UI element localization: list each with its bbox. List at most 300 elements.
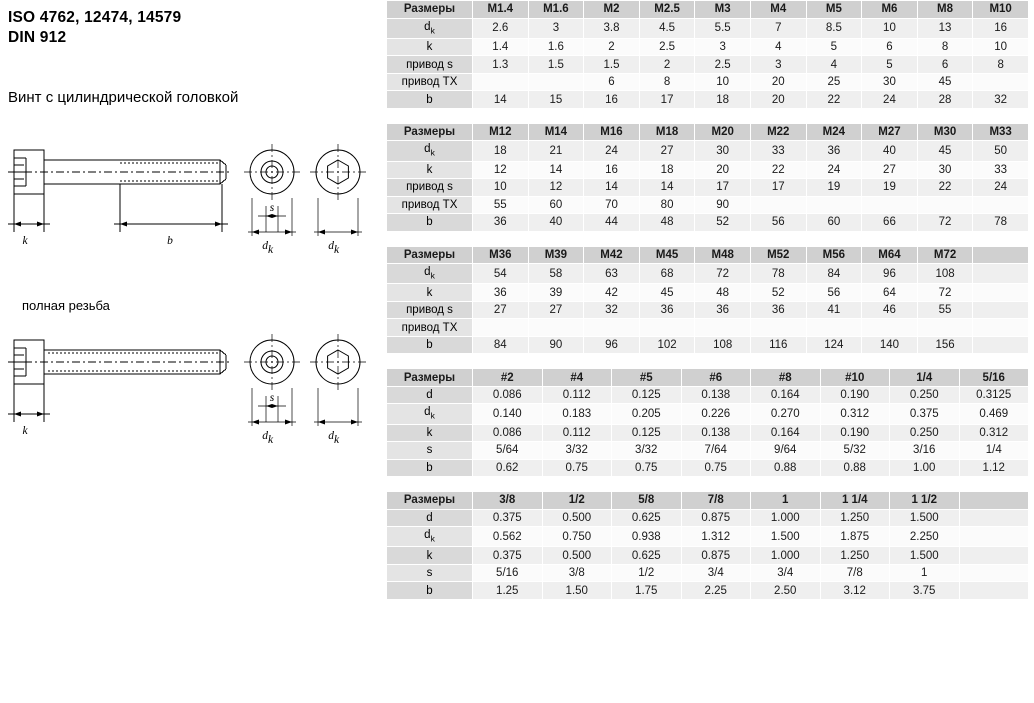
table-cell: 45 xyxy=(917,141,973,161)
table-cell xyxy=(528,73,584,91)
table-row xyxy=(387,386,1029,404)
table-cell: 7/8 xyxy=(820,564,890,582)
table-cell: 0.164 xyxy=(751,424,821,442)
table-column-header: #4 xyxy=(542,369,612,387)
table-cell: 42 xyxy=(584,284,640,302)
table-column-header: M2 xyxy=(584,1,640,19)
table-cell: 0.562 xyxy=(473,527,543,547)
table-cell: 3/32 xyxy=(542,442,612,460)
table-column-header: 1 1/4 xyxy=(820,492,890,510)
table-cell xyxy=(862,319,918,337)
screw-drawing-partial-thread xyxy=(0,132,372,272)
page-subtitle: Винт с цилиндрической головкой xyxy=(8,89,239,106)
table-cell: 1.50 xyxy=(542,582,612,600)
table-cell: 4 xyxy=(806,56,862,74)
table-column-header: M8 xyxy=(917,1,973,19)
table-column-header: M1.6 xyxy=(528,1,584,19)
table-cell: 1.00 xyxy=(890,459,960,477)
table-column-header: #2 xyxy=(473,369,543,387)
table-row xyxy=(387,56,1029,74)
table-row xyxy=(387,214,1029,232)
table-column-header: M18 xyxy=(639,123,695,141)
screw-drawing-full-thread xyxy=(0,322,372,462)
dimension-table xyxy=(386,0,1029,109)
table-cell: 46 xyxy=(862,301,918,319)
table-cell: 0.938 xyxy=(612,527,682,547)
table-row xyxy=(387,301,1029,319)
table-cell: 19 xyxy=(806,179,862,197)
table-column-header: #8 xyxy=(751,369,821,387)
table-cell xyxy=(973,284,1029,302)
table-cell: 0.625 xyxy=(612,547,682,565)
table-column-header: M16 xyxy=(584,123,640,141)
table-cell: 8.5 xyxy=(806,18,862,38)
table-cell: 24 xyxy=(973,179,1029,197)
table-column-header: M27 xyxy=(862,123,918,141)
table-cell: 1.5 xyxy=(528,56,584,74)
table-cell: 0.112 xyxy=(542,424,612,442)
table-cell: 10 xyxy=(473,179,529,197)
table-cell: 1.500 xyxy=(751,527,821,547)
table-cell: 108 xyxy=(917,264,973,284)
table-cell: 27 xyxy=(473,301,529,319)
table-row-label: k xyxy=(387,161,473,179)
table-cell xyxy=(806,196,862,214)
table-column-header: 1/4 xyxy=(890,369,960,387)
table-cell: 14 xyxy=(584,179,640,197)
table-row-label: s xyxy=(387,564,473,582)
table-row xyxy=(387,547,1029,565)
table-cell: 0.226 xyxy=(681,404,751,424)
table-row xyxy=(387,336,1029,354)
table-cell: 54 xyxy=(473,264,529,284)
table-cell: 48 xyxy=(695,284,751,302)
table-cell: 8 xyxy=(917,38,973,56)
table-cell: 1.000 xyxy=(751,547,821,565)
table-row-label: k xyxy=(387,38,473,56)
table-cell: 8 xyxy=(973,56,1029,74)
table-row-label: $d_k$ xyxy=(387,18,473,38)
table-column-header: M3 xyxy=(695,1,751,19)
table-cell: 5/16 xyxy=(473,564,543,582)
table-row-label: k xyxy=(387,284,473,302)
table-row-label: привод s xyxy=(387,179,473,197)
table-cell: 2 xyxy=(639,56,695,74)
table-cell: 156 xyxy=(917,336,973,354)
table-header-label: Размеры xyxy=(387,492,473,510)
label-dk-sub-view3: k xyxy=(268,434,274,446)
table-cell: 27 xyxy=(528,301,584,319)
table-cell: 36 xyxy=(473,214,529,232)
table-column-header: M14 xyxy=(528,123,584,141)
table-cell: 1/2 xyxy=(612,564,682,582)
table-cell: 72 xyxy=(917,284,973,302)
table-cell xyxy=(528,319,584,337)
table-cell: 20 xyxy=(750,91,806,109)
table-cell: 36 xyxy=(806,141,862,161)
table-cell: 0.375 xyxy=(473,547,543,565)
left-panel xyxy=(0,0,380,703)
table-row-label: b xyxy=(387,459,473,477)
table-cell: 24 xyxy=(806,161,862,179)
table-column-header: M72 xyxy=(917,246,973,264)
table-cell: 0.62 xyxy=(473,459,543,477)
label-dk-sub-view4: k xyxy=(334,434,340,446)
table-cell: 0.875 xyxy=(681,547,751,565)
table-row xyxy=(387,509,1029,527)
table-cell: 1.25 xyxy=(473,582,543,600)
table-column-header: M22 xyxy=(750,123,806,141)
table-cell: 52 xyxy=(695,214,751,232)
table-cell xyxy=(750,319,806,337)
table-cell: 18 xyxy=(639,161,695,179)
table-cell: 30 xyxy=(862,73,918,91)
table-cell: 1.4 xyxy=(473,38,529,56)
table-cell xyxy=(806,319,862,337)
table-cell xyxy=(917,196,973,214)
table-cell: 10 xyxy=(695,73,751,91)
table-column-header: 3/8 xyxy=(473,492,543,510)
table-cell: 6 xyxy=(917,56,973,74)
subscript: k xyxy=(430,24,435,35)
table-cell: 1.500 xyxy=(890,509,960,527)
table-row-label: s xyxy=(387,442,473,460)
table-column-header: M33 xyxy=(973,123,1029,141)
subscript: k xyxy=(430,410,435,421)
table-cell xyxy=(750,196,806,214)
table-cell: 0.140 xyxy=(473,404,543,424)
table-column-header: M24 xyxy=(806,123,862,141)
table-column-header xyxy=(973,246,1029,264)
table-cell: 1.500 xyxy=(890,547,960,565)
dimension-table xyxy=(386,491,1029,600)
table-cell: 108 xyxy=(695,336,751,354)
table-cell: 5 xyxy=(806,38,862,56)
table-cell: 0.500 xyxy=(542,509,612,527)
table-cell: 96 xyxy=(584,336,640,354)
table-cell: 55 xyxy=(917,301,973,319)
table-row xyxy=(387,527,1029,547)
table-cell: 78 xyxy=(973,214,1029,232)
table-cell: 45 xyxy=(639,284,695,302)
table-column-header: M52 xyxy=(750,246,806,264)
table-row xyxy=(387,179,1029,197)
table-row xyxy=(387,582,1029,600)
table-cell: 1.250 xyxy=(820,509,890,527)
table-cell: 33 xyxy=(973,161,1029,179)
table-row-label: b xyxy=(387,336,473,354)
table-cell: 40 xyxy=(528,214,584,232)
table-cell: 0.88 xyxy=(751,459,821,477)
label-dk-sub-view2: k xyxy=(334,244,340,256)
table-cell: 55 xyxy=(473,196,529,214)
table-cell: 27 xyxy=(639,141,695,161)
title-line-2: DIN 912 xyxy=(8,29,67,46)
table-cell: 16 xyxy=(973,18,1029,38)
table-row-label: $d_k$ xyxy=(387,404,473,424)
table-cell: 12 xyxy=(473,161,529,179)
table-cell: 56 xyxy=(750,214,806,232)
table-column-header: M10 xyxy=(973,1,1029,19)
table-column-header: 7/8 xyxy=(681,492,751,510)
table-row-label: k xyxy=(387,424,473,442)
table-cell: 14 xyxy=(528,161,584,179)
table-cell: 0.375 xyxy=(473,509,543,527)
table-column-header: M48 xyxy=(695,246,751,264)
table-cell: 66 xyxy=(862,214,918,232)
table-cell: 16 xyxy=(584,161,640,179)
title-line-1: ISO 4762, 12474, 14579 xyxy=(8,9,182,26)
table-cell xyxy=(695,319,751,337)
table-row-label: d xyxy=(387,509,473,527)
dimension-tables xyxy=(386,0,1034,614)
table-header-label: Размеры xyxy=(387,369,473,387)
table-row-label: привод TX xyxy=(387,73,473,91)
table-cell: 0.125 xyxy=(612,424,682,442)
table-cell: 10 xyxy=(973,38,1029,56)
table-column-header: M36 xyxy=(473,246,529,264)
table-cell: 22 xyxy=(917,179,973,197)
table-cell: 3/8 xyxy=(542,564,612,582)
table-cell xyxy=(959,527,1029,547)
table-cell: 50 xyxy=(973,141,1029,161)
table-header-label: Размеры xyxy=(387,246,473,264)
table-cell: 1.12 xyxy=(959,459,1029,477)
table-cell: 5/32 xyxy=(820,442,890,460)
table-cell xyxy=(862,196,918,214)
table-cell: 0.625 xyxy=(612,509,682,527)
table-column-header: 5/8 xyxy=(612,492,682,510)
table-cell: 78 xyxy=(750,264,806,284)
table-cell: 20 xyxy=(695,161,751,179)
table-cell: 0.375 xyxy=(890,404,960,424)
table-cell: 0.138 xyxy=(681,424,751,442)
table-cell: 72 xyxy=(695,264,751,284)
table-row-label: привод TX xyxy=(387,319,473,337)
table-row xyxy=(387,141,1029,161)
table-row-label: $d_k$ xyxy=(387,141,473,161)
table-cell: 25 xyxy=(806,73,862,91)
table-column-header: #6 xyxy=(681,369,751,387)
dimension-table xyxy=(386,123,1029,232)
label-dk-view1: d xyxy=(262,240,268,252)
table-cell: 36 xyxy=(750,301,806,319)
table-cell: 0.75 xyxy=(542,459,612,477)
table-cell: 15 xyxy=(528,91,584,109)
table-column-header: M45 xyxy=(639,246,695,264)
table-cell: 124 xyxy=(806,336,862,354)
table-cell xyxy=(973,336,1029,354)
table-row xyxy=(387,196,1029,214)
table-cell: 1.3 xyxy=(473,56,529,74)
table-cell: 22 xyxy=(750,161,806,179)
table-column-header: M12 xyxy=(473,123,529,141)
table-column-header: #5 xyxy=(612,369,682,387)
table-cell xyxy=(584,319,640,337)
table-cell: 1/4 xyxy=(959,442,1029,460)
table-column-header: 5/16 xyxy=(959,369,1029,387)
table-cell: 140 xyxy=(862,336,918,354)
table-row xyxy=(387,161,1029,179)
table-cell: 9/64 xyxy=(751,442,821,460)
table-row xyxy=(387,319,1029,337)
table-cell xyxy=(917,319,973,337)
table-column-header: M6 xyxy=(862,1,918,19)
table-cell: 1.875 xyxy=(820,527,890,547)
table-row xyxy=(387,404,1029,424)
table-cell: 0.500 xyxy=(542,547,612,565)
table-row xyxy=(387,38,1029,56)
table-cell: 64 xyxy=(862,284,918,302)
table-cell: 84 xyxy=(806,264,862,284)
table-column-header: 1 1/2 xyxy=(890,492,960,510)
table-cell: 102 xyxy=(639,336,695,354)
table-cell: 0.086 xyxy=(473,386,543,404)
table-cell: 36 xyxy=(473,284,529,302)
table-cell: 5 xyxy=(862,56,918,74)
table-cell: 36 xyxy=(695,301,751,319)
table-cell: 16 xyxy=(584,91,640,109)
table-cell: 96 xyxy=(862,264,918,284)
table-column-header xyxy=(959,492,1029,510)
table-cell: 8 xyxy=(639,73,695,91)
table-cell: 36 xyxy=(639,301,695,319)
table-cell xyxy=(959,547,1029,565)
table-cell: 12 xyxy=(528,179,584,197)
table-cell: 2.25 xyxy=(681,582,751,600)
table-header-label: Размеры xyxy=(387,123,473,141)
table-cell: 68 xyxy=(639,264,695,284)
table-cell: 1 xyxy=(890,564,960,582)
table-cell: 19 xyxy=(862,179,918,197)
table-cell: 63 xyxy=(584,264,640,284)
table-cell: 0.125 xyxy=(612,386,682,404)
table-header-label: Размеры xyxy=(387,1,473,19)
table-cell: 6 xyxy=(862,38,918,56)
table-column-header: M42 xyxy=(584,246,640,264)
table-cell: 0.112 xyxy=(542,386,612,404)
table-cell: 56 xyxy=(806,284,862,302)
table-cell: 0.75 xyxy=(612,459,682,477)
label-dk-sub-view1: k xyxy=(268,244,274,256)
table-cell: 17 xyxy=(750,179,806,197)
table-cell: 58 xyxy=(528,264,584,284)
table-cell: 13 xyxy=(917,18,973,38)
table-cell: 70 xyxy=(584,196,640,214)
table-row-label: b xyxy=(387,582,473,600)
label-k-top: k xyxy=(22,235,28,247)
table-cell: 39 xyxy=(528,284,584,302)
table-column-header: M5 xyxy=(806,1,862,19)
table-cell: 20 xyxy=(750,73,806,91)
table-row xyxy=(387,73,1029,91)
subscript: k xyxy=(430,147,435,158)
table-cell: 4.5 xyxy=(639,18,695,38)
table-column-header: 1/2 xyxy=(542,492,612,510)
table-cell: 2.50 xyxy=(751,582,821,600)
table-cell: 116 xyxy=(750,336,806,354)
table-column-header: M4 xyxy=(750,1,806,19)
label-s-view1: s xyxy=(269,202,275,214)
table-cell: 0.3125 xyxy=(959,386,1029,404)
table-cell: 1.75 xyxy=(612,582,682,600)
table-column-header: M20 xyxy=(695,123,751,141)
table-cell: 3 xyxy=(528,18,584,38)
table-cell: 30 xyxy=(917,161,973,179)
table-cell: 44 xyxy=(584,214,640,232)
table-cell: 2 xyxy=(584,38,640,56)
table-cell: 0.250 xyxy=(890,386,960,404)
table-row-label: k xyxy=(387,547,473,565)
table-cell: 1.312 xyxy=(681,527,751,547)
table-cell: 0.312 xyxy=(820,404,890,424)
table-cell xyxy=(959,582,1029,600)
table-cell: 0.750 xyxy=(542,527,612,547)
table-row-label: b xyxy=(387,91,473,109)
label-dk-view3: d xyxy=(262,430,268,442)
table-row-label: $d_k$ xyxy=(387,527,473,547)
table-row-label: b xyxy=(387,214,473,232)
table-column-header: M39 xyxy=(528,246,584,264)
table-column-header: 1 xyxy=(751,492,821,510)
label-b-top: b xyxy=(167,235,173,247)
table-cell: 41 xyxy=(806,301,862,319)
table-cell xyxy=(473,73,529,91)
table-cell: 33 xyxy=(750,141,806,161)
table-cell: 3 xyxy=(695,38,751,56)
table-cell xyxy=(639,319,695,337)
table-cell xyxy=(473,319,529,337)
table-cell: 5/64 xyxy=(473,442,543,460)
table-cell: 24 xyxy=(584,141,640,161)
table-cell: 3/4 xyxy=(681,564,751,582)
table-cell: 14 xyxy=(639,179,695,197)
subscript: k xyxy=(430,533,435,544)
table-cell: 40 xyxy=(862,141,918,161)
table-cell: 3/16 xyxy=(890,442,960,460)
table-cell: 32 xyxy=(584,301,640,319)
label-k-bottom: k xyxy=(22,425,28,437)
table-row xyxy=(387,442,1029,460)
table-column-header: #10 xyxy=(820,369,890,387)
table-cell: 2.5 xyxy=(639,38,695,56)
table-column-header: M64 xyxy=(862,246,918,264)
table-cell: 0.164 xyxy=(751,386,821,404)
table-cell: 1.250 xyxy=(820,547,890,565)
table-cell: 28 xyxy=(917,91,973,109)
table-cell: 18 xyxy=(473,141,529,161)
table-row xyxy=(387,564,1029,582)
table-cell xyxy=(973,73,1029,91)
label-s-view3: s xyxy=(269,392,275,404)
table-cell: 0.270 xyxy=(751,404,821,424)
table-cell: 1.000 xyxy=(751,509,821,527)
table-cell: 0.88 xyxy=(820,459,890,477)
table-column-header: M56 xyxy=(806,246,862,264)
table-cell: 90 xyxy=(695,196,751,214)
table-cell: 3.8 xyxy=(584,18,640,38)
table-cell xyxy=(959,564,1029,582)
table-cell: 7/64 xyxy=(681,442,751,460)
table-cell: 3 xyxy=(750,56,806,74)
table-cell: 17 xyxy=(695,179,751,197)
table-row xyxy=(387,424,1029,442)
table-cell xyxy=(973,319,1029,337)
table-cell: 10 xyxy=(862,18,918,38)
table-cell: 52 xyxy=(750,284,806,302)
table-cell: 0.138 xyxy=(681,386,751,404)
table-cell: 80 xyxy=(639,196,695,214)
